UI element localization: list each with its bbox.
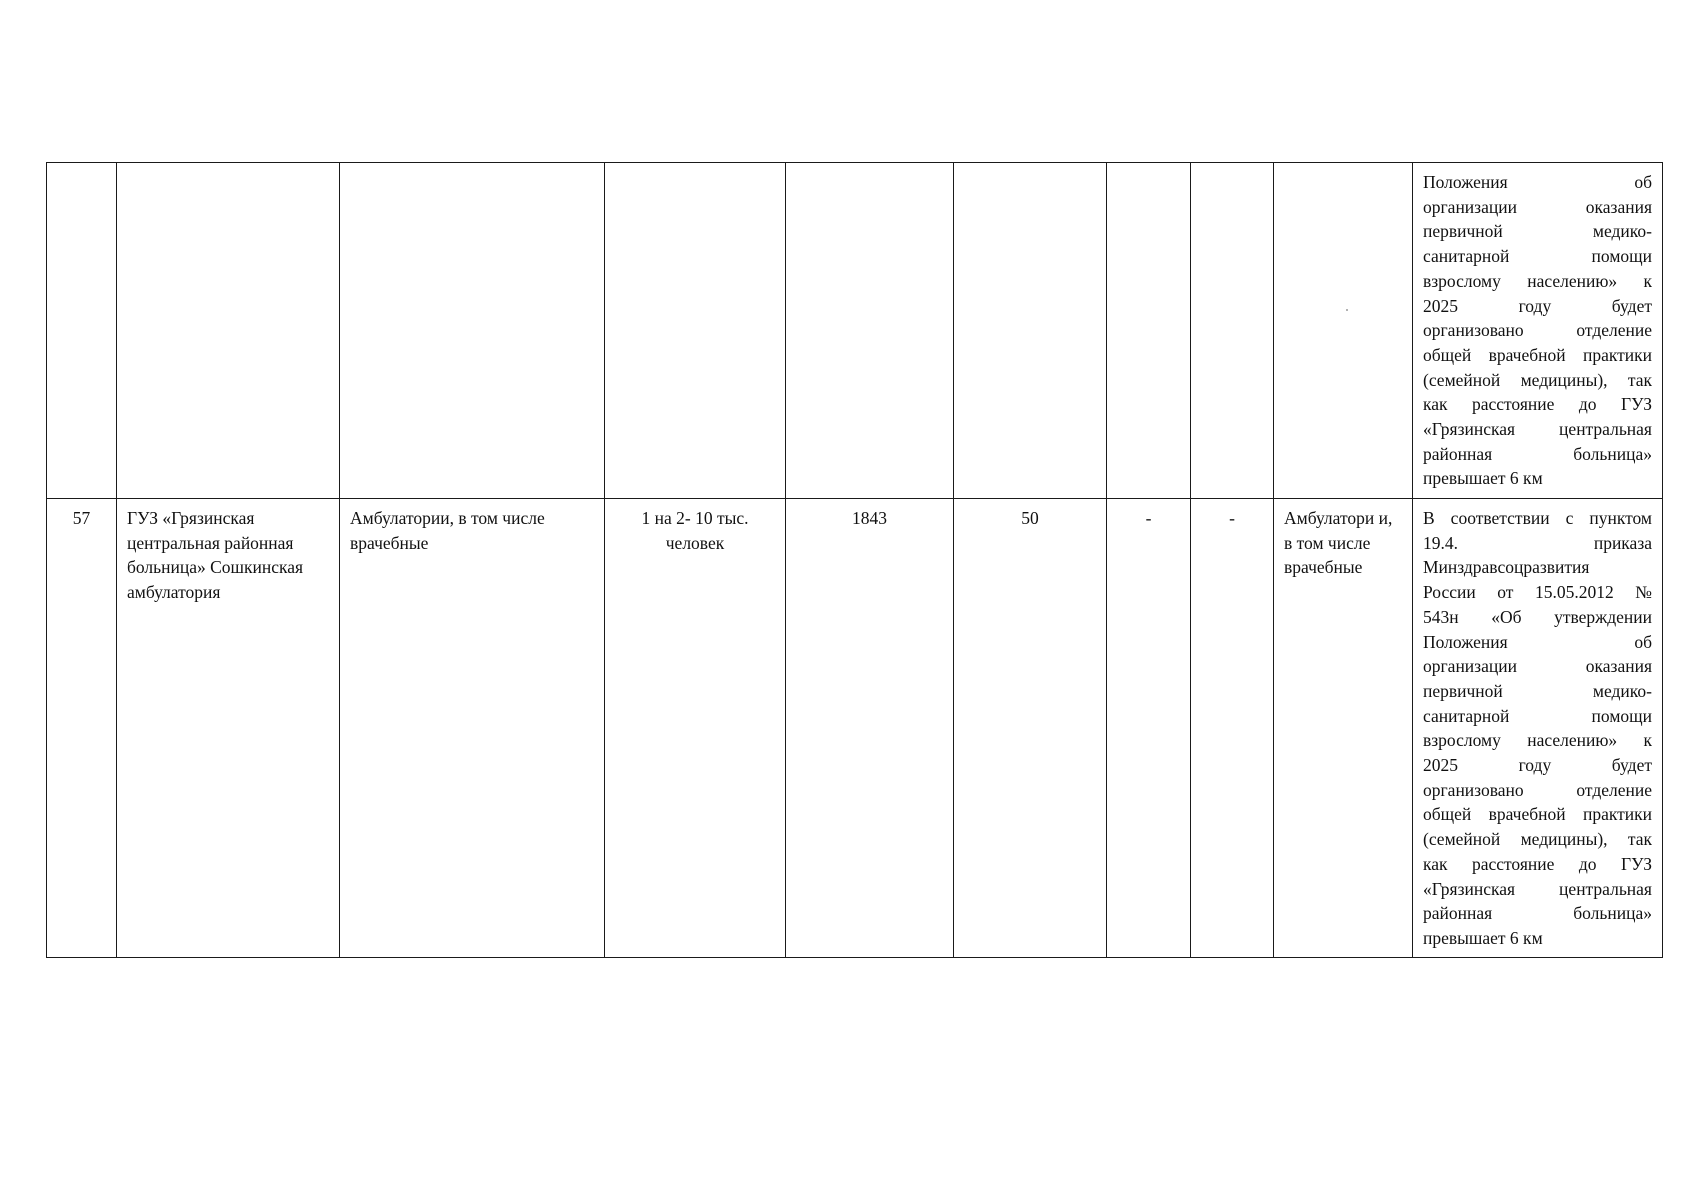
note-line: организации оказания [1423, 656, 1652, 677]
cell-number: 57 [47, 499, 117, 958]
cell-col8 [1191, 163, 1274, 499]
note-line: взрослому населению» к [1423, 270, 1652, 291]
note-line: 2025 году будет [1423, 755, 1652, 776]
note-line: общей врачебной практики [1423, 344, 1652, 365]
note-line: (семейной медицины), так [1423, 369, 1652, 390]
cell-note [1413, 499, 1663, 958]
note-line: превышает 6 км [1423, 927, 1543, 948]
note-line: Минздравсоцразвития [1423, 557, 1590, 578]
cell-col7 [1107, 163, 1191, 499]
cell-facility-type [340, 163, 605, 499]
cell-distance [954, 163, 1107, 499]
note-line: взрослому населению» к [1423, 730, 1652, 751]
cell-population: 1843 [786, 499, 954, 958]
table-row-57 [47, 499, 1663, 958]
cell-norm: 1 на 2- 10 тыс. человек [605, 499, 786, 958]
note-line: организации оказания [1423, 196, 1652, 217]
scan-speck [1346, 309, 1348, 311]
cell-population [786, 163, 954, 499]
cell-distance: 50 [954, 499, 1107, 958]
note-line: районная больница» [1423, 903, 1652, 924]
note-line: 19.4. приказа [1423, 532, 1652, 553]
note-line: превышает 6 км [1423, 468, 1543, 489]
cell-number [47, 163, 117, 499]
note-line: Положения об [1423, 631, 1652, 652]
cell-organization [117, 163, 340, 499]
facilities-table [46, 162, 1663, 958]
note-line: В соответствии с пунктом [1423, 508, 1652, 528]
cell-planned-type: Амбулатори и, в том числе врачебные [1274, 499, 1413, 958]
cell-col8: - [1191, 499, 1274, 958]
note-line: организовано отделение [1423, 320, 1652, 341]
note-line: России от 15.05.2012 № [1423, 582, 1652, 603]
note-line: как расстояние до ГУЗ [1423, 394, 1652, 415]
note-line: санитарной помощи [1423, 246, 1652, 267]
note-line: Положения об [1423, 172, 1652, 192]
cell-note [1413, 163, 1663, 499]
note-line: первичной медико- [1423, 680, 1652, 701]
note-line: первичной медико- [1423, 221, 1652, 242]
cell-facility-type: Амбулатории, в том числе врачебные [340, 499, 605, 958]
note-line: районная больница» [1423, 443, 1652, 464]
table-row-continuation [47, 163, 1663, 499]
note-line: (семейной медицины), так [1423, 829, 1652, 850]
note-line: санитарной помощи [1423, 705, 1652, 726]
note-line: «Грязинская центральная [1423, 419, 1652, 440]
note-line: 2025 году будет [1423, 295, 1652, 316]
note-line: «Грязинская центральная [1423, 878, 1652, 899]
note-line: организовано отделение [1423, 779, 1652, 800]
note-line: общей врачебной практики [1423, 804, 1652, 825]
cell-planned-type [1274, 163, 1413, 499]
cell-col7: - [1107, 499, 1191, 958]
note-line: как расстояние до ГУЗ [1423, 853, 1652, 874]
note-line: 543н «Об утверждении [1423, 606, 1652, 627]
cell-organization: ГУЗ «Грязинская центральная районная больница» Сошкинская амбулатория [117, 499, 340, 958]
cell-norm [605, 163, 786, 499]
